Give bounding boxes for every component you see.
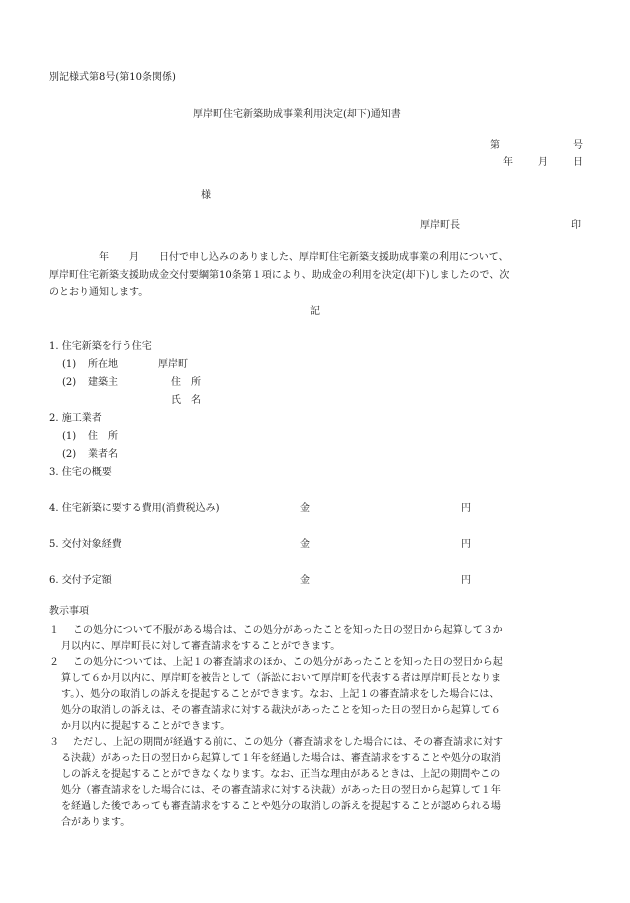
seal-mark: 印 (571, 220, 581, 231)
item-4-label: 4. 住宅新築に要する費用(消費税込み) (49, 503, 220, 514)
item-1-2-number: (2) (62, 377, 77, 388)
note-line: を経過した後であっても審査請求をすることや処分の取消しの訴えを提起することが認められる場 (61, 801, 501, 812)
note-line: しの訴えを提起することができなくなります。なお、正当な理由があるときは、上記の期間やこの (61, 769, 501, 780)
doc-number-suffix: 号 (573, 140, 583, 151)
doc-number-prefix: 第 (490, 140, 500, 151)
date-month: 月 (538, 157, 548, 168)
note-number: ３ (49, 737, 59, 748)
body-line: のとおり通知します。 (49, 287, 149, 298)
note-item (49, 735, 589, 831)
item-6-kin: 金 (300, 575, 310, 586)
item-6-en: 円 (461, 575, 471, 586)
item-1-1-label: 所在地 (88, 359, 118, 370)
body-line: 年 月 日付で申し込みのありました、厚岸町住宅新築支援助成事業の利用について、 (49, 252, 509, 263)
item-1-1-value: 厚岸町 (158, 359, 188, 370)
note-line: 月以内に、厚岸町長に対して審査請求をすることができます。 (61, 641, 341, 652)
notes-list (49, 623, 589, 831)
note-line: 処分（審査請求をした場合には、その審査請求に対する決裁）があった日の翌日から起算して１年 (61, 785, 501, 796)
addressee-suffix: 様 (201, 190, 211, 201)
item-6-label: 6. 交付予定額 (49, 575, 112, 586)
item-4-en: 円 (461, 503, 471, 514)
note-line: か月以内に提起することができます。 (61, 721, 231, 732)
note-line: この処分については、上記１の審査請求のほか、この処分があったことを知った日の翌日から起 (73, 657, 503, 668)
item-1-2-address-label: 住 所 (171, 377, 201, 388)
item-2-2-label: 業者名 (88, 449, 118, 460)
item-2-heading: 2. 施工業者 (49, 413, 102, 424)
note-line: す。）、処分の取消しの訴えを提起することができます。なお、上記１の審査請求をした場合には、 (61, 689, 500, 700)
form-id: 別記様式第8号(第10条関係) (49, 72, 176, 83)
item-2-1-label: 住 所 (88, 431, 118, 442)
note-line: 合があります。 (61, 817, 131, 828)
note-number: ２ (49, 657, 59, 668)
note-item (49, 623, 589, 655)
ki-heading: 記 (310, 306, 320, 317)
date-year: 年 (503, 157, 513, 168)
item-1-2-name-label: 氏 名 (171, 395, 201, 406)
note-line: この処分について不服がある場合は、この処分があったことを知った日の翌日から起算して３か (73, 625, 503, 636)
date-day: 日 (573, 157, 583, 168)
item-5-label: 5. 交付対象経費 (49, 539, 122, 550)
note-line: る決裁）があった日の翌日から起算して１年を経過した場合は、審査請求をすることや処分の取消 (61, 753, 501, 764)
note-line: ただし、上記の期間が経過する前に、この処分（審査請求をした場合には、その審査請求に対す (73, 737, 503, 748)
item-5-en: 円 (461, 539, 471, 550)
item-3-heading: 3. 住宅の概要 (49, 467, 112, 478)
body-line: 厚岸町住宅新築支援助成金交付要綱第10条第１項により、助成金の利用を決定(却下)しましたので、次 (49, 269, 510, 281)
item-1-1-number: (1) (62, 359, 77, 370)
item-1-heading: 1. 住宅新築を行う住宅 (49, 341, 152, 352)
sender-name: 厚岸町長 (420, 220, 460, 231)
item-5-kin: 金 (300, 539, 310, 550)
item-2-2-number: (2) (62, 449, 77, 460)
document-title: 厚岸町住宅新築助成事業利用決定(却下)通知書 (193, 109, 401, 120)
note-number: １ (49, 625, 59, 636)
item-4-kin: 金 (300, 503, 310, 514)
item-2-1-number: (1) (62, 431, 77, 442)
body-paragraph (49, 249, 589, 302)
note-line: 算して６か月以内に、厚岸町を被告として（訴訟において厚岸町を代表する者は厚岸町長となりま (61, 673, 501, 684)
notes-heading: 教示事項 (49, 606, 89, 617)
note-item (49, 655, 589, 735)
note-line: 処分の取消しの訴えは、その審査請求に対する裁決があったことを知った日の翌日から起算して６ (61, 705, 501, 716)
item-1-2-label: 建築主 (88, 377, 118, 388)
